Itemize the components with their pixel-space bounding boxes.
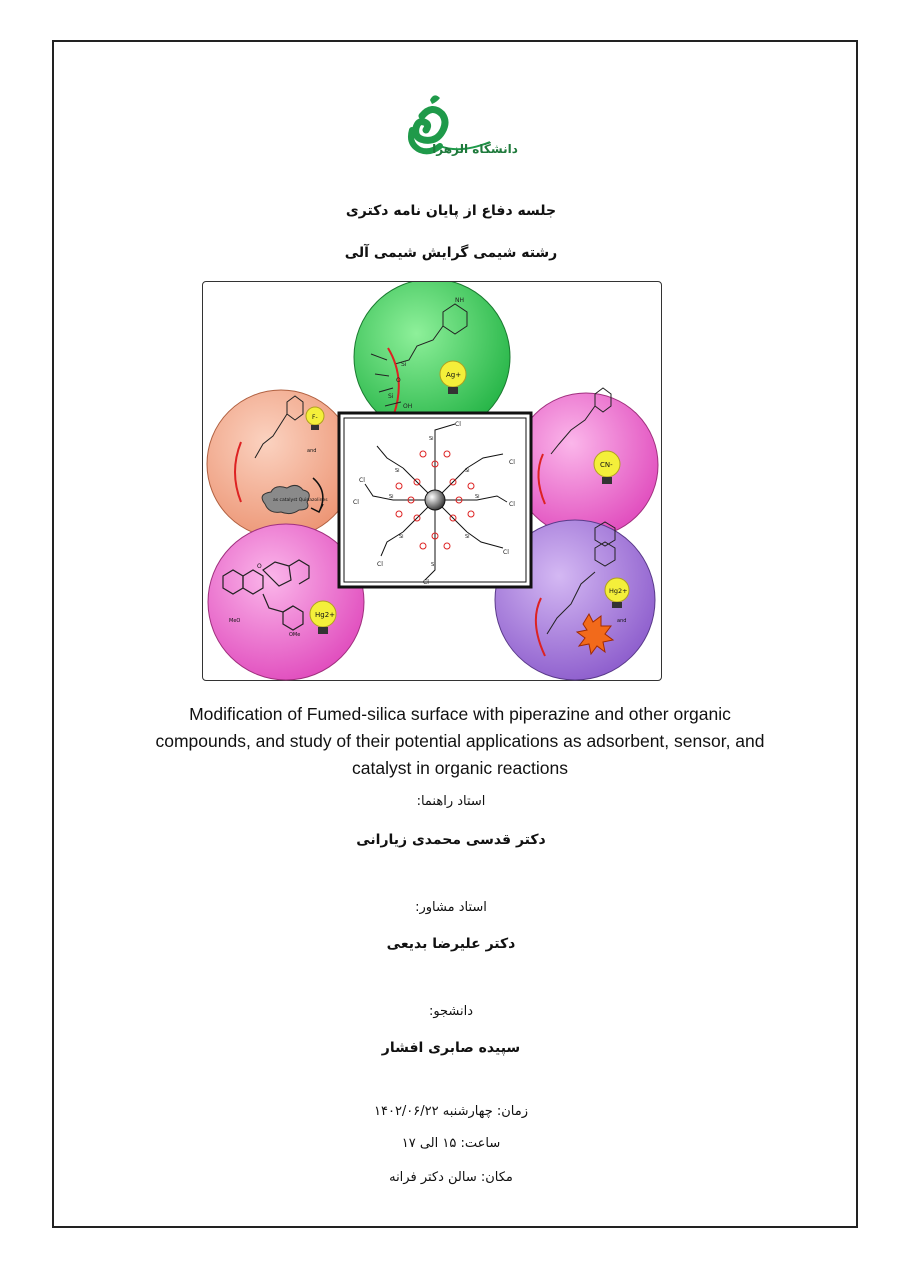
university-name: دانشگاه الزهرا bbox=[432, 142, 518, 156]
orange-circle bbox=[207, 390, 355, 538]
svg-text:Si: Si bbox=[399, 534, 404, 540]
defense-hour: ساعت: ۱۵ الی ۱۷ bbox=[401, 1136, 501, 1151]
purple-note: and bbox=[617, 618, 627, 624]
supervisor-label: استاد راهنما: bbox=[416, 794, 486, 809]
svg-text:Cl: Cl bbox=[509, 501, 515, 508]
svg-text:Si: Si bbox=[431, 562, 436, 568]
thesis-title-line2: compounds, and study of their potential applications as adsorbent, sensor, and bbox=[155, 731, 765, 751]
advisor-label: استاد مشاور: bbox=[415, 900, 487, 915]
university-logo bbox=[400, 86, 520, 176]
svg-text:MeO: MeO bbox=[229, 618, 241, 624]
svg-text:OMe: OMe bbox=[289, 632, 301, 638]
svg-text:Cl: Cl bbox=[359, 477, 365, 484]
advisor-name: دکتر علیرضا بدیعی bbox=[386, 936, 516, 952]
svg-text:Cl: Cl bbox=[509, 459, 515, 466]
left-pink-ion: Hg2+ bbox=[315, 611, 336, 619]
svg-text:Si: Si bbox=[395, 468, 400, 474]
svg-text:Cl: Cl bbox=[423, 579, 429, 586]
purple-ion: Hg2+ bbox=[609, 587, 628, 595]
thesis-title-line1: Modification of Fumed-silica surface with piperazine and other organic bbox=[189, 704, 731, 724]
orange-ion: F- bbox=[312, 414, 318, 421]
svg-text:Cl: Cl bbox=[503, 549, 509, 556]
orange-note: and bbox=[307, 448, 317, 454]
svg-text:O: O bbox=[396, 377, 401, 384]
right-pink-circle bbox=[514, 393, 658, 537]
svg-text:Si: Si bbox=[465, 468, 470, 474]
center-cl-label: Cl bbox=[455, 421, 461, 428]
green-ion: Ag+ bbox=[446, 371, 462, 379]
header-field: رشته شیمی گرایش شیمی آلی bbox=[344, 245, 558, 261]
svg-text:Si: Si bbox=[401, 361, 407, 368]
svg-text:Si: Si bbox=[388, 393, 394, 400]
graphical-abstract bbox=[202, 281, 662, 681]
svg-text:Si: Si bbox=[465, 534, 470, 540]
svg-text:O: O bbox=[257, 563, 262, 570]
svg-text:Cl: Cl bbox=[377, 561, 383, 568]
svg-text:Cl: Cl bbox=[353, 499, 359, 506]
thesis-title-line3: catalyst in organic reactions bbox=[352, 758, 568, 778]
student-label: دانشجو: bbox=[428, 1004, 474, 1019]
supervisor-name: دکتر قدسی محمدی زیارانی bbox=[356, 832, 546, 848]
svg-text:OH: OH bbox=[403, 403, 413, 410]
svg-text:Si: Si bbox=[389, 494, 394, 500]
student-name: سپیده صابری افشار bbox=[381, 1040, 521, 1056]
svg-text:NH: NH bbox=[455, 297, 464, 304]
defense-place: مکان: سالن دکتر فرانه bbox=[389, 1170, 513, 1185]
right-pink-ion: CN- bbox=[600, 461, 613, 469]
center-si-label: Si bbox=[429, 436, 434, 442]
defense-date: زمان: چهارشنبه ۱۴۰۲/۰۶/۲۲ bbox=[374, 1104, 528, 1119]
header-defense-title: جلسه دفاع از پایان نامه دکتری bbox=[345, 203, 557, 219]
orange-cloud-text: as catalyst Quinazolines bbox=[273, 498, 328, 503]
svg-text:Si: Si bbox=[475, 494, 480, 500]
